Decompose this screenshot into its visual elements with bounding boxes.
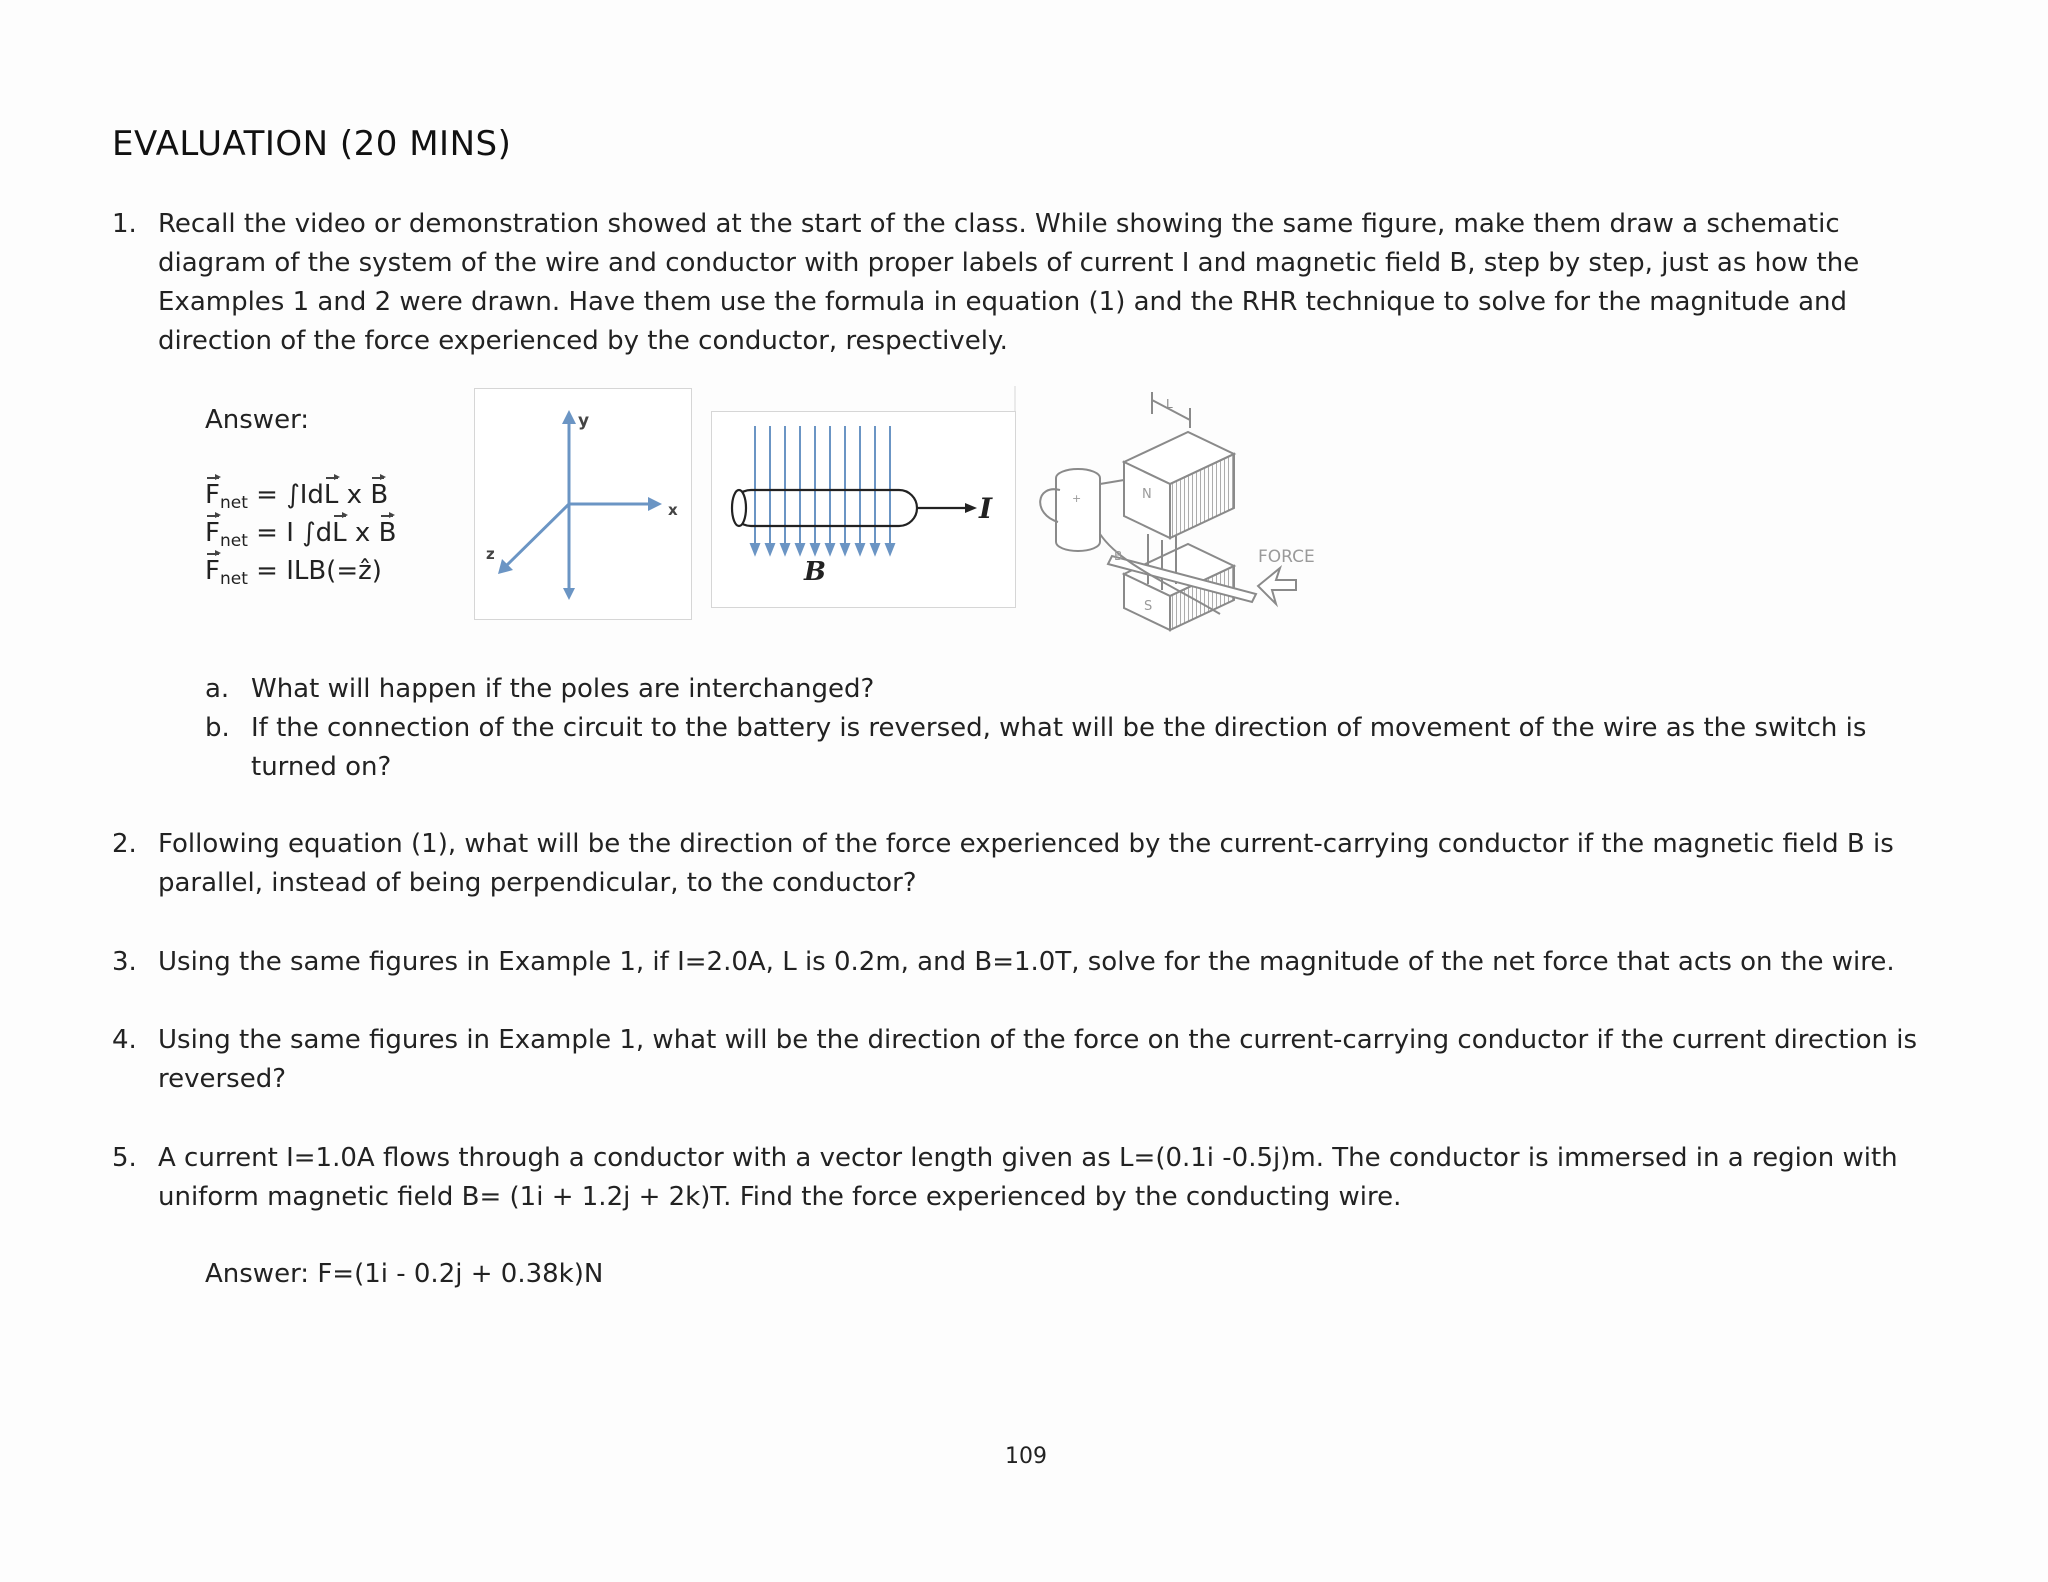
formula-symbol: L	[332, 518, 347, 548]
formula-line-3	[205, 556, 382, 589]
formula-symbol: F	[205, 480, 220, 510]
section-heading: EVALUATION (20 MINS)	[112, 124, 512, 164]
formula-symbol: B	[370, 480, 389, 510]
sub-question-number: a.	[205, 674, 230, 704]
battery-mark: +	[1072, 492, 1082, 505]
page-number: 109	[1005, 1444, 1047, 1469]
formula-text: = ∫Id	[247, 480, 324, 510]
answer-5: Answer: F=(1i - 0.2j + 0.38k)N	[205, 1259, 604, 1289]
field-conductor-diagram	[711, 386, 1016, 608]
field-label: B	[1114, 549, 1123, 563]
y-label: y	[578, 411, 590, 431]
sub-question-number: b.	[205, 713, 230, 743]
formula-symbol: F	[205, 518, 220, 548]
question-number: 4.	[112, 1025, 137, 1055]
formula-symbol: B	[378, 518, 397, 548]
formula-line-1	[205, 480, 388, 513]
force-label: FORCE	[1258, 547, 1315, 567]
sub-question-text: If the connection of the circuit to the battery is reversed, what will be the direction of movement of the wire as the switch is turned on?	[251, 713, 1867, 782]
north-pole-label: N	[1142, 487, 1152, 502]
question-text: Using the same figures in Example 1, what will be the direction of the force on the current-carrying conductor if the current direction is reversed?	[158, 1025, 1918, 1094]
question-text: Following equation (1), what will be the direction of the force experienced by the current-carrying conductor if the magnetic field B is parallel, instead of being perpendicular, to the conductor?	[158, 829, 1894, 898]
current-label: I	[979, 492, 993, 525]
formula-subscript: net	[219, 569, 248, 589]
question-number: 5.	[112, 1143, 137, 1173]
question-number: 1.	[112, 209, 137, 239]
formula-text: = I ∫d	[247, 518, 333, 548]
formula-subscript: net	[219, 531, 248, 551]
formula-text: = ILB(=ẑ)	[247, 556, 382, 586]
answer-label: Answer:	[205, 405, 310, 435]
question-number: 2.	[112, 829, 137, 859]
question-text: Using the same figures in Example 1, if I=2.0A, L is 0.2m, and B=1.0T, solve for the magnitude of the net force that acts on the wire.	[158, 947, 1895, 977]
formula-line-2	[205, 518, 396, 551]
formula-text: x	[346, 518, 379, 548]
z-label: z	[486, 545, 495, 563]
circuit-wire	[1100, 480, 1124, 484]
formula-subscript: net	[219, 493, 248, 513]
question-text: Recall the video or demonstration showed at the start of the class. While showing the same figure, make them draw a schematic diagram of the system of the wire and conductor with proper labels of current I and magnetic field B, step by step, just as how the Examples 1 and 2 were drawn. Have them use the formula in equation (1) and the RHR technique to solve for the magnitude and direction of the force experienced by the conductor, respectively.	[158, 209, 1860, 356]
length-label: L	[1166, 397, 1173, 411]
south-pole-label: S	[1144, 599, 1153, 614]
x-label: x	[668, 501, 678, 519]
axes-diagram	[474, 388, 692, 620]
field-label: B	[804, 557, 826, 587]
question-number: 3.	[112, 947, 137, 977]
force-arrow-icon	[1258, 568, 1296, 604]
formula-symbol: F	[205, 556, 220, 586]
formula-symbol: L	[323, 480, 339, 510]
question-text: A current I=1.0A flows through a conductor with a vector length given as L=(0.1i -0.5j)m. The conductor is immersed in a region with uniform magnetic field B= (1i + 1.2j + 2k)T. Find the force experienced by the conducting wire.	[158, 1143, 1898, 1212]
magnet-apparatus-diagram	[1020, 384, 1330, 646]
formula-text: x	[338, 480, 371, 510]
battery-body	[1056, 478, 1100, 551]
sub-question-text: What will happen if the poles are interchanged?	[251, 674, 875, 704]
conductor-end-cap	[732, 490, 746, 526]
